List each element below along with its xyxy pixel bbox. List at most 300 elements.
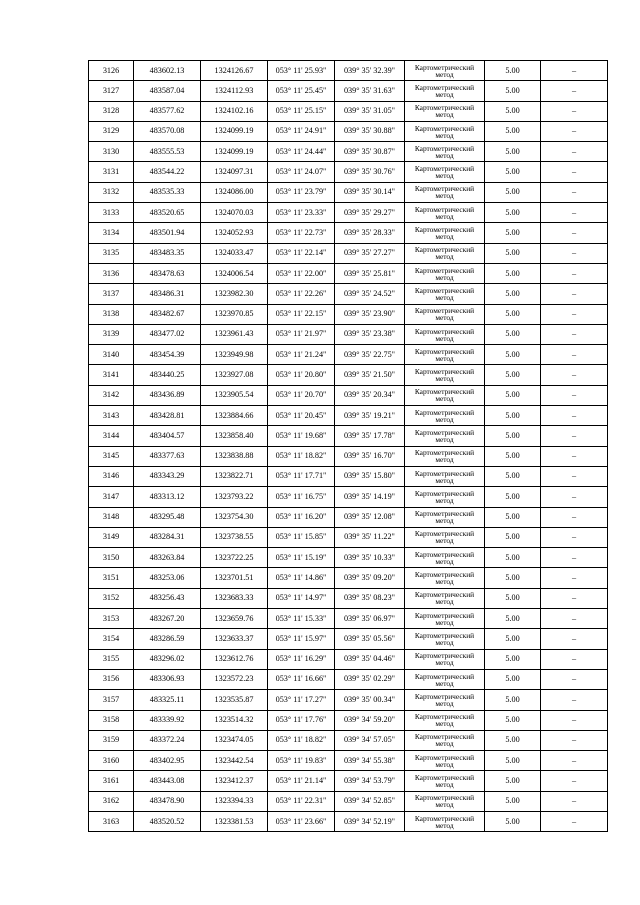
x-coordinate-cell: 483520.65 <box>134 203 201 223</box>
latitude-cell: 053° 11' 25.45" <box>268 81 335 101</box>
x-coordinate-cell: 483402.95 <box>134 751 201 771</box>
x-coordinate-cell: 483267.20 <box>134 609 201 629</box>
note-cell: – <box>541 162 608 182</box>
accuracy-cell: 5.00 <box>485 629 541 649</box>
note-cell: – <box>541 406 608 426</box>
method-text-line2: метод <box>435 272 454 282</box>
method-text-line2: метод <box>435 89 454 99</box>
table-row <box>89 568 608 588</box>
table-row <box>89 101 608 121</box>
method-cell <box>405 81 485 101</box>
longitude-cell: 039° 35' 21.50" <box>335 365 405 385</box>
y-coordinate-cell: 1323982.30 <box>201 284 268 304</box>
method-text-line1: Картометрический <box>414 468 475 478</box>
point-number-cell: 3150 <box>89 548 134 568</box>
method-cell <box>405 243 485 263</box>
method-text-line1: Картометрический <box>414 732 475 742</box>
x-coordinate-cell: 483306.93 <box>134 669 201 689</box>
y-coordinate-cell: 1323683.33 <box>201 588 268 608</box>
accuracy-cell: 5.00 <box>485 101 541 121</box>
method-text-line1: Картометрический <box>414 529 475 539</box>
accuracy-cell: 5.00 <box>485 121 541 141</box>
method-cell <box>405 568 485 588</box>
table-row <box>89 710 608 730</box>
table-row <box>89 142 608 162</box>
method-text-line1: Картометрический <box>414 691 475 701</box>
longitude-cell: 039° 34' 59.20" <box>335 710 405 730</box>
accuracy-cell: 5.00 <box>485 730 541 750</box>
point-number-cell: 3148 <box>89 507 134 527</box>
longitude-cell: 039° 35' 00.34" <box>335 690 405 710</box>
accuracy-cell: 5.00 <box>485 243 541 263</box>
longitude-cell: 039° 35' 15.80" <box>335 466 405 486</box>
x-coordinate-cell: 483372.24 <box>134 730 201 750</box>
latitude-cell: 053° 11' 24.44" <box>268 142 335 162</box>
point-number-cell: 3147 <box>89 487 134 507</box>
method-text-line1: Картометрический <box>414 245 475 255</box>
method-text-line2: метод <box>435 394 454 404</box>
longitude-cell: 039° 34' 52.19" <box>335 811 405 831</box>
method-text-line2: метод <box>435 313 454 323</box>
point-number-cell: 3162 <box>89 791 134 811</box>
coordinates-table <box>88 60 608 832</box>
latitude-cell: 053° 11' 16.29" <box>268 649 335 669</box>
method-text-line1: Картометрический <box>414 448 475 458</box>
point-number-cell: 3157 <box>89 690 134 710</box>
point-number-cell: 3142 <box>89 385 134 405</box>
method-cell <box>405 61 485 81</box>
latitude-cell: 053° 11' 23.66" <box>268 811 335 831</box>
note-cell: – <box>541 81 608 101</box>
latitude-cell: 053° 11' 20.70" <box>268 385 335 405</box>
y-coordinate-cell: 1324097.31 <box>201 162 268 182</box>
x-coordinate-cell: 483483.35 <box>134 243 201 263</box>
y-coordinate-cell: 1323612.76 <box>201 649 268 669</box>
y-coordinate-cell: 1324033.47 <box>201 243 268 263</box>
table-row <box>89 263 608 283</box>
point-number-cell: 3154 <box>89 629 134 649</box>
method-text-line2: метод <box>435 110 454 120</box>
longitude-cell: 039° 35' 24.52" <box>335 284 405 304</box>
method-text-line1: Картометрический <box>414 306 475 316</box>
method-text-line2: метод <box>435 211 454 221</box>
note-cell: – <box>541 61 608 81</box>
note-cell: – <box>541 345 608 365</box>
x-coordinate-cell: 483477.02 <box>134 324 201 344</box>
note-cell: – <box>541 527 608 547</box>
x-coordinate-cell: 483284.31 <box>134 527 201 547</box>
longitude-cell: 039° 35' 16.70" <box>335 446 405 466</box>
table-row <box>89 730 608 750</box>
longitude-cell: 039° 35' 30.88" <box>335 121 405 141</box>
latitude-cell: 053° 11' 19.83" <box>268 751 335 771</box>
accuracy-cell: 5.00 <box>485 527 541 547</box>
note-cell: – <box>541 609 608 629</box>
table-row <box>89 527 608 547</box>
method-text-line1: Картометрический <box>414 549 475 559</box>
y-coordinate-cell: 1323633.37 <box>201 629 268 649</box>
longitude-cell: 039° 35' 14.19" <box>335 487 405 507</box>
table-row <box>89 487 608 507</box>
point-number-cell: 3161 <box>89 771 134 791</box>
table-row <box>89 365 608 385</box>
accuracy-cell: 5.00 <box>485 284 541 304</box>
method-text-line1: Картометрический <box>414 610 475 620</box>
method-text-line2: метод <box>435 678 454 688</box>
method-cell <box>405 609 485 629</box>
point-number-cell: 3132 <box>89 182 134 202</box>
note-cell: – <box>541 669 608 689</box>
method-cell <box>405 588 485 608</box>
table-row <box>89 751 608 771</box>
accuracy-cell: 5.00 <box>485 710 541 730</box>
accuracy-cell: 5.00 <box>485 406 541 426</box>
note-cell: – <box>541 568 608 588</box>
latitude-cell: 053° 11' 22.26" <box>268 284 335 304</box>
method-text-line2: метод <box>435 252 454 262</box>
note-cell: – <box>541 466 608 486</box>
longitude-cell: 039° 35' 06.97" <box>335 609 405 629</box>
accuracy-cell: 5.00 <box>485 182 541 202</box>
method-text-line2: метод <box>435 455 454 465</box>
x-coordinate-cell: 483440.25 <box>134 365 201 385</box>
latitude-cell: 053° 11' 22.31" <box>268 791 335 811</box>
method-cell <box>405 182 485 202</box>
latitude-cell: 053° 11' 18.82" <box>268 446 335 466</box>
method-text-line1: Картометрический <box>414 62 475 72</box>
method-text-line2: метод <box>435 658 454 668</box>
latitude-cell: 053° 11' 14.86" <box>268 568 335 588</box>
latitude-cell: 053° 11' 21.24" <box>268 345 335 365</box>
x-coordinate-cell: 483577.62 <box>134 101 201 121</box>
accuracy-cell: 5.00 <box>485 223 541 243</box>
note-cell: – <box>541 487 608 507</box>
y-coordinate-cell: 1323572.23 <box>201 669 268 689</box>
x-coordinate-cell: 483436.89 <box>134 385 201 405</box>
longitude-cell: 039° 35' 30.76" <box>335 162 405 182</box>
method-cell <box>405 771 485 791</box>
longitude-cell: 039° 35' 17.78" <box>335 426 405 446</box>
method-text-line2: метод <box>435 475 454 485</box>
longitude-cell: 039° 35' 04.46" <box>335 649 405 669</box>
point-number-cell: 3160 <box>89 751 134 771</box>
method-text-line1: Картометрический <box>414 123 475 133</box>
method-cell <box>405 466 485 486</box>
table-row <box>89 609 608 629</box>
point-number-cell: 3159 <box>89 730 134 750</box>
x-coordinate-cell: 483256.43 <box>134 588 201 608</box>
method-text-line2: метод <box>435 414 454 424</box>
table-row <box>89 466 608 486</box>
method-cell <box>405 263 485 283</box>
point-number-cell: 3145 <box>89 446 134 466</box>
x-coordinate-cell: 483428.81 <box>134 406 201 426</box>
x-coordinate-cell: 483478.90 <box>134 791 201 811</box>
y-coordinate-cell: 1323793.22 <box>201 487 268 507</box>
latitude-cell: 053° 11' 21.97" <box>268 324 335 344</box>
method-cell <box>405 142 485 162</box>
method-text-line2: метод <box>435 69 454 79</box>
note-cell: – <box>541 142 608 162</box>
point-number-cell: 3144 <box>89 426 134 446</box>
longitude-cell: 039° 34' 55.38" <box>335 751 405 771</box>
table-row <box>89 649 608 669</box>
note-cell: – <box>541 304 608 324</box>
y-coordinate-cell: 1323884.66 <box>201 406 268 426</box>
accuracy-cell: 5.00 <box>485 304 541 324</box>
longitude-cell: 039° 35' 19.21" <box>335 406 405 426</box>
longitude-cell: 039° 35' 29.27" <box>335 203 405 223</box>
note-cell: – <box>541 751 608 771</box>
accuracy-cell: 5.00 <box>485 81 541 101</box>
method-text-line2: метод <box>435 130 454 140</box>
longitude-cell: 039° 35' 27.27" <box>335 243 405 263</box>
point-number-cell: 3163 <box>89 811 134 831</box>
note-cell: – <box>541 121 608 141</box>
table-row <box>89 121 608 141</box>
y-coordinate-cell: 1323535.87 <box>201 690 268 710</box>
latitude-cell: 053° 11' 22.00" <box>268 263 335 283</box>
longitude-cell: 039° 35' 02.29" <box>335 669 405 689</box>
method-text-line2: метод <box>435 780 454 790</box>
point-number-cell: 3126 <box>89 61 134 81</box>
table-row <box>89 771 608 791</box>
table-row <box>89 385 608 405</box>
table-row <box>89 791 608 811</box>
y-coordinate-cell: 1324112.93 <box>201 81 268 101</box>
method-text-line1: Картометрический <box>414 509 475 519</box>
method-cell <box>405 487 485 507</box>
point-number-cell: 3140 <box>89 345 134 365</box>
table-row <box>89 588 608 608</box>
latitude-cell: 053° 11' 22.73" <box>268 223 335 243</box>
method-cell <box>405 121 485 141</box>
method-cell <box>405 101 485 121</box>
accuracy-cell: 5.00 <box>485 791 541 811</box>
y-coordinate-cell: 1323701.51 <box>201 568 268 588</box>
method-text-line2: метод <box>435 232 454 242</box>
method-cell <box>405 730 485 750</box>
point-number-cell: 3143 <box>89 406 134 426</box>
longitude-cell: 039° 35' 23.90" <box>335 304 405 324</box>
y-coordinate-cell: 1323949.98 <box>201 345 268 365</box>
method-cell <box>405 548 485 568</box>
longitude-cell: 039° 34' 52.85" <box>335 791 405 811</box>
method-text-line2: метод <box>435 617 454 627</box>
point-number-cell: 3152 <box>89 588 134 608</box>
x-coordinate-cell: 483253.06 <box>134 568 201 588</box>
note-cell: – <box>541 243 608 263</box>
accuracy-cell: 5.00 <box>485 771 541 791</box>
latitude-cell: 053° 11' 15.33" <box>268 609 335 629</box>
method-cell <box>405 223 485 243</box>
method-text-line1: Картометрический <box>414 285 475 295</box>
note-cell: – <box>541 588 608 608</box>
method-text-line1: Картометрический <box>414 103 475 113</box>
latitude-cell: 053° 11' 15.97" <box>268 629 335 649</box>
method-text-line1: Картометрический <box>414 712 475 722</box>
note-cell: – <box>541 507 608 527</box>
note-cell: – <box>541 284 608 304</box>
method-cell <box>405 324 485 344</box>
method-text-line1: Картометрический <box>414 184 475 194</box>
accuracy-cell: 5.00 <box>485 811 541 831</box>
y-coordinate-cell: 1324086.00 <box>201 182 268 202</box>
latitude-cell: 053° 11' 20.80" <box>268 365 335 385</box>
x-coordinate-cell: 483544.22 <box>134 162 201 182</box>
method-text-line1: Картометрический <box>414 590 475 600</box>
longitude-cell: 039° 34' 57.05" <box>335 730 405 750</box>
y-coordinate-cell: 1323738.55 <box>201 527 268 547</box>
longitude-cell: 039° 35' 30.14" <box>335 182 405 202</box>
table-row <box>89 61 608 81</box>
y-coordinate-cell: 1323822.71 <box>201 466 268 486</box>
note-cell: – <box>541 690 608 710</box>
y-coordinate-cell: 1323381.53 <box>201 811 268 831</box>
latitude-cell: 053° 11' 15.85" <box>268 527 335 547</box>
accuracy-cell: 5.00 <box>485 588 541 608</box>
table-row <box>89 223 608 243</box>
point-number-cell: 3136 <box>89 263 134 283</box>
table-row <box>89 284 608 304</box>
table-row <box>89 811 608 831</box>
method-text-line2: метод <box>435 820 454 830</box>
latitude-cell: 053° 11' 21.14" <box>268 771 335 791</box>
table-row <box>89 446 608 466</box>
method-text-line1: Картометрический <box>414 164 475 174</box>
method-text-line1: Картометрический <box>414 671 475 681</box>
longitude-cell: 039° 34' 53.79" <box>335 771 405 791</box>
method-text-line1: Картометрический <box>414 367 475 377</box>
method-cell <box>405 507 485 527</box>
method-text-line1: Картометрический <box>414 407 475 417</box>
table-row <box>89 324 608 344</box>
method-cell <box>405 365 485 385</box>
x-coordinate-cell: 483454.39 <box>134 345 201 365</box>
accuracy-cell: 5.00 <box>485 324 541 344</box>
table-row <box>89 426 608 446</box>
method-text-line1: Картометрический <box>414 143 475 153</box>
x-coordinate-cell: 483520.52 <box>134 811 201 831</box>
x-coordinate-cell: 483501.94 <box>134 223 201 243</box>
latitude-cell: 053° 11' 14.97" <box>268 588 335 608</box>
note-cell: – <box>541 548 608 568</box>
method-cell <box>405 345 485 365</box>
latitude-cell: 053° 11' 16.66" <box>268 669 335 689</box>
point-number-cell: 3156 <box>89 669 134 689</box>
method-text-line1: Картометрический <box>414 387 475 397</box>
x-coordinate-cell: 483587.04 <box>134 81 201 101</box>
point-number-cell: 3131 <box>89 162 134 182</box>
table-row <box>89 345 608 365</box>
longitude-cell: 039° 35' 25.81" <box>335 263 405 283</box>
accuracy-cell: 5.00 <box>485 487 541 507</box>
table-row <box>89 243 608 263</box>
table-row <box>89 304 608 324</box>
y-coordinate-cell: 1323474.05 <box>201 730 268 750</box>
method-cell <box>405 284 485 304</box>
latitude-cell: 053° 11' 19.68" <box>268 426 335 446</box>
note-cell: – <box>541 203 608 223</box>
x-coordinate-cell: 483555.53 <box>134 142 201 162</box>
x-coordinate-cell: 483296.02 <box>134 649 201 669</box>
x-coordinate-cell: 483404.57 <box>134 426 201 446</box>
x-coordinate-cell: 483486.31 <box>134 284 201 304</box>
method-cell <box>405 649 485 669</box>
method-cell <box>405 385 485 405</box>
note-cell: – <box>541 426 608 446</box>
longitude-cell: 039° 35' 31.05" <box>335 101 405 121</box>
point-number-cell: 3129 <box>89 121 134 141</box>
method-text-line2: метод <box>435 495 454 505</box>
latitude-cell: 053° 11' 24.91" <box>268 121 335 141</box>
note-cell: – <box>541 182 608 202</box>
accuracy-cell: 5.00 <box>485 548 541 568</box>
method-text-line2: метод <box>435 719 454 729</box>
method-text-line1: Картометрический <box>414 488 475 498</box>
x-coordinate-cell: 483443.08 <box>134 771 201 791</box>
method-text-line1: Картометрический <box>414 752 475 762</box>
longitude-cell: 039° 35' 10.33" <box>335 548 405 568</box>
longitude-cell: 039° 35' 23.38" <box>335 324 405 344</box>
longitude-cell: 039° 35' 05.56" <box>335 629 405 649</box>
accuracy-cell: 5.00 <box>485 568 541 588</box>
accuracy-cell: 5.00 <box>485 365 541 385</box>
table-row <box>89 406 608 426</box>
longitude-cell: 039° 35' 08.23" <box>335 588 405 608</box>
method-text-line2: метод <box>435 434 454 444</box>
x-coordinate-cell: 483263.84 <box>134 548 201 568</box>
point-number-cell: 3130 <box>89 142 134 162</box>
point-number-cell: 3137 <box>89 284 134 304</box>
x-coordinate-cell: 483339.92 <box>134 710 201 730</box>
y-coordinate-cell: 1323927.08 <box>201 365 268 385</box>
method-cell <box>405 162 485 182</box>
method-text-line2: метод <box>435 171 454 181</box>
y-coordinate-cell: 1323514.32 <box>201 710 268 730</box>
note-cell: – <box>541 771 608 791</box>
point-number-cell: 3127 <box>89 81 134 101</box>
accuracy-cell: 5.00 <box>485 142 541 162</box>
method-text-line2: метод <box>435 556 454 566</box>
x-coordinate-cell: 483478.63 <box>134 263 201 283</box>
table-row <box>89 507 608 527</box>
latitude-cell: 053° 11' 22.14" <box>268 243 335 263</box>
method-text-line2: метод <box>435 698 454 708</box>
method-text-line1: Картометрический <box>414 225 475 235</box>
x-coordinate-cell: 483482.67 <box>134 304 201 324</box>
note-cell: – <box>541 446 608 466</box>
longitude-cell: 039° 35' 22.75" <box>335 345 405 365</box>
y-coordinate-cell: 1323659.76 <box>201 609 268 629</box>
table-row <box>89 81 608 101</box>
table-row <box>89 182 608 202</box>
method-cell <box>405 203 485 223</box>
y-coordinate-cell: 1324006.54 <box>201 263 268 283</box>
latitude-cell: 053° 11' 23.79" <box>268 182 335 202</box>
y-coordinate-cell: 1324126.67 <box>201 61 268 81</box>
table-row <box>89 669 608 689</box>
y-coordinate-cell: 1323754.30 <box>201 507 268 527</box>
method-cell <box>405 406 485 426</box>
point-number-cell: 3146 <box>89 466 134 486</box>
point-number-cell: 3135 <box>89 243 134 263</box>
method-cell <box>405 669 485 689</box>
method-text-line2: метод <box>435 516 454 526</box>
y-coordinate-cell: 1323394.33 <box>201 791 268 811</box>
method-cell <box>405 710 485 730</box>
method-text-line2: метод <box>435 597 454 607</box>
